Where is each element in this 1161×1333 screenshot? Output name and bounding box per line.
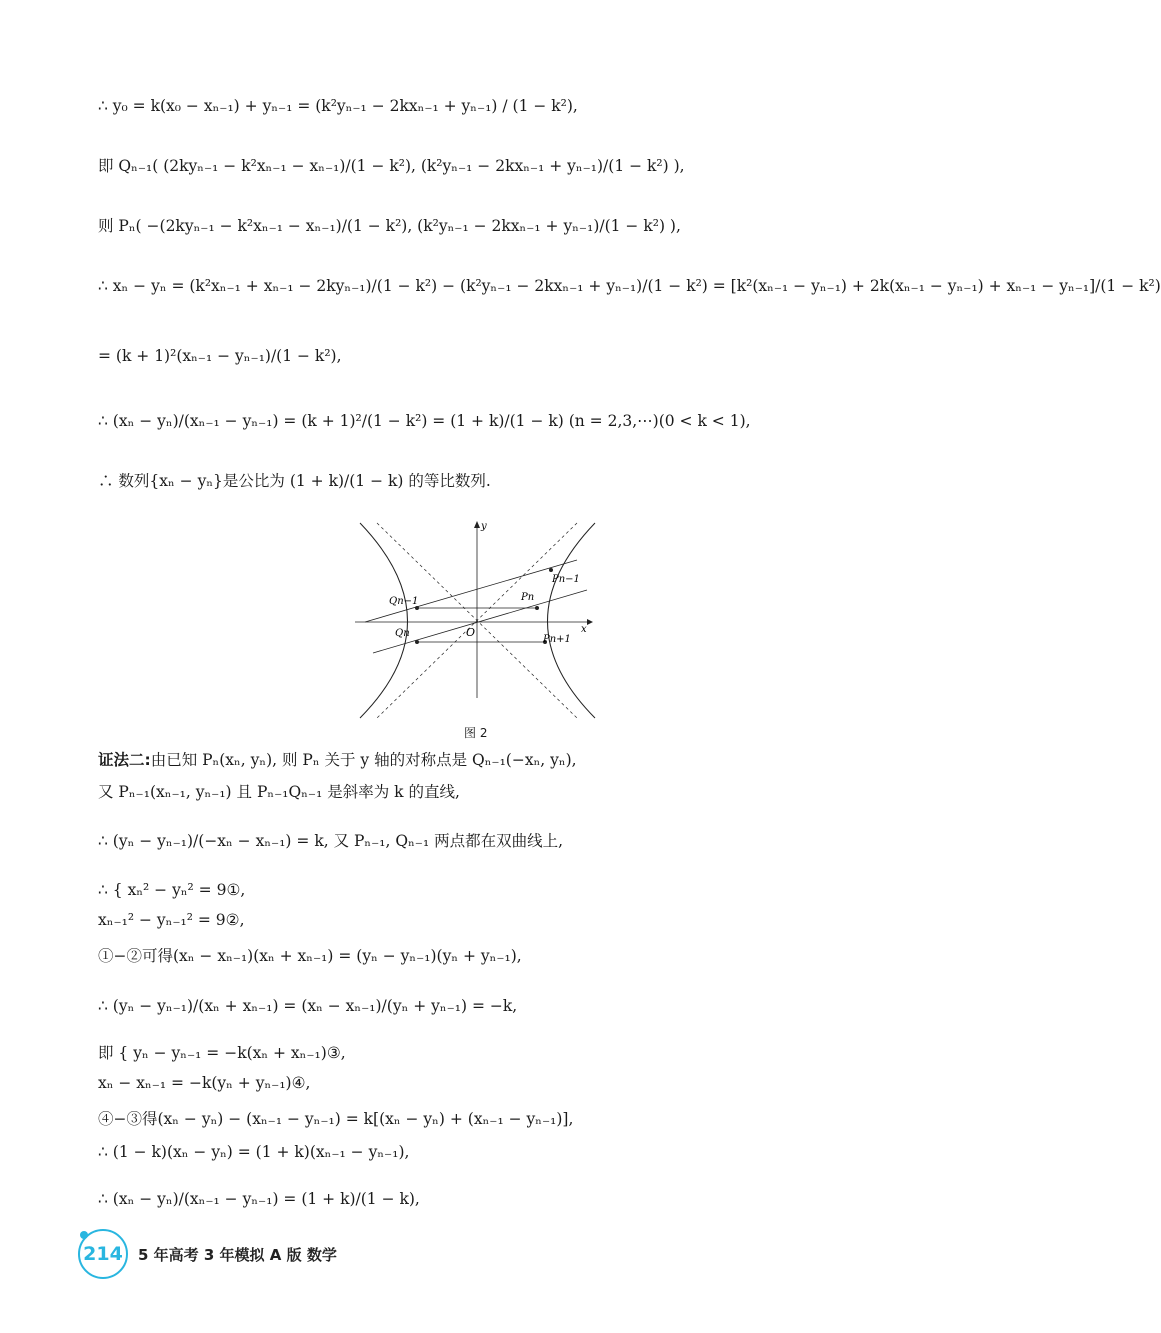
line-qn1-pn1	[365, 560, 577, 622]
eq-factored: ∴ (1 − k)(xₙ − yₙ) = (1 + k)(xₙ₋₁ − yₙ₋₁),	[98, 1143, 410, 1161]
figure-caption: 图 2	[464, 726, 488, 740]
eq-simplified: = (k + 1)²(xₙ₋₁ − yₙ₋₁)/(1 − k²),	[98, 347, 342, 365]
eq-system-2: xₙ₋₁² − yₙ₋₁² = 9②,	[98, 911, 245, 929]
eq-final-ratio: ∴ (xₙ − yₙ)/(xₙ₋₁ − yₙ₋₁) = (1 + k)/(1 − k),	[98, 1190, 420, 1208]
page-number: 214	[83, 1243, 123, 1265]
x-axis-arrow	[587, 619, 593, 625]
eq-xn-yn: ∴ xₙ − yₙ = (k²xₙ₋₁ + xₙ₋₁ − 2kyₙ₋₁)/(1 − k²) − (k²yₙ₋₁ − 2kxₙ₋₁ + yₙ₋₁)/(1 − k²) = [k²(xₙ₋₁ − yₙ₋₁) + 2k(xₙ₋₁ − yₙ₋₁) + xₙ₋₁ − yₙ₋₁]/(1 − k²)	[98, 277, 1161, 295]
label-y: y	[481, 521, 487, 532]
point-pn	[535, 606, 539, 610]
method2-label: 证法二:	[98, 751, 151, 769]
book-title: 5 年高考 3 年模拟 A 版 数学	[138, 1245, 337, 1264]
hyperbola-left	[360, 523, 408, 718]
eq-subtract: ①−②可得(xₙ − xₙ₋₁)(xₙ + xₙ₋₁) = (yₙ − yₙ₋₁)(yₙ + yₙ₋₁),	[98, 947, 522, 965]
label-pnp1: Pn+1	[543, 634, 571, 645]
label-qn: Qn	[395, 628, 410, 639]
eq-y0: ∴ y₀ = k(x₀ − xₙ₋₁) + yₙ₋₁ = (k²yₙ₋₁ − 2kxₙ₋₁ + yₙ₋₁) / (1 − k²),	[98, 97, 578, 115]
hyperbola-figure	[355, 520, 595, 720]
method2-line	[98, 749, 577, 771]
eq-qn-1: 即 Qₙ₋₁( (2kyₙ₋₁ − k²xₙ₋₁ − xₙ₋₁)/(1 − k²), (k²yₙ₋₁ − 2kxₙ₋₁ + yₙ₋₁)/(1 − k²) ),	[98, 157, 685, 175]
label-x: x	[581, 624, 587, 635]
page-number-badge	[78, 1229, 128, 1279]
point-qn	[415, 640, 419, 644]
eq-system-4: xₙ − xₙ₋₁ = −k(yₙ + yₙ₋₁)④,	[98, 1074, 311, 1092]
label-qn1: Qn−1	[389, 596, 419, 607]
eq-ratio: ∴ (xₙ − yₙ)/(xₙ₋₁ − yₙ₋₁) = (k + 1)²/(1 − k²) = (1 + k)/(1 − k) (n = 2,3,⋯)(0 < k < 1),	[98, 412, 751, 430]
label-pn: Pn	[521, 592, 535, 603]
eq-slope: ∴ (yₙ − yₙ₋₁)/(−xₙ − xₙ₋₁) = k, 又 Pₙ₋₁, Qₙ₋₁ 两点都在双曲线上,	[98, 832, 564, 850]
point-pn1	[549, 568, 553, 572]
label-pn1: Pn−1	[552, 574, 580, 585]
eq-system-3: 即 { yₙ − yₙ₋₁ = −k(xₙ + xₙ₋₁)③,	[98, 1044, 346, 1062]
page-footer	[78, 1232, 337, 1276]
method2-text: 由已知 Pₙ(xₙ, yₙ), 则 Pₙ 关于 y 轴的对称点是 Qₙ₋₁(−xₙ, yₙ),	[150, 751, 577, 769]
label-o: O	[466, 626, 476, 639]
eq-conclusion: ∴ 数列{xₙ − yₙ}是公比为 (1 + k)/(1 − k) 的等比数列.	[98, 472, 491, 490]
eq-system-1: ∴ { xₙ² − yₙ² = 9①,	[98, 881, 246, 899]
eq-slope-line: 又 Pₙ₋₁(xₙ₋₁, yₙ₋₁) 且 Pₙ₋₁Qₙ₋₁ 是斜率为 k 的直线,	[98, 783, 460, 801]
eq-ratio-k: ∴ (yₙ − yₙ₋₁)/(xₙ + xₙ₋₁) = (xₙ − xₙ₋₁)/(yₙ + yₙ₋₁) = −k,	[98, 997, 518, 1015]
badge-dot	[80, 1231, 88, 1239]
eq-4-minus-3: ④−③得(xₙ − yₙ) − (xₙ₋₁ − yₙ₋₁) = k[(xₙ − yₙ) + (xₙ₋₁ − yₙ₋₁)],	[98, 1110, 574, 1128]
y-axis-arrow	[474, 521, 480, 528]
eq-pn: 则 Pₙ( −(2kyₙ₋₁ − k²xₙ₋₁ − xₙ₋₁)/(1 − k²), (k²yₙ₋₁ − 2kxₙ₋₁ + yₙ₋₁)/(1 − k²) ),	[98, 217, 681, 235]
